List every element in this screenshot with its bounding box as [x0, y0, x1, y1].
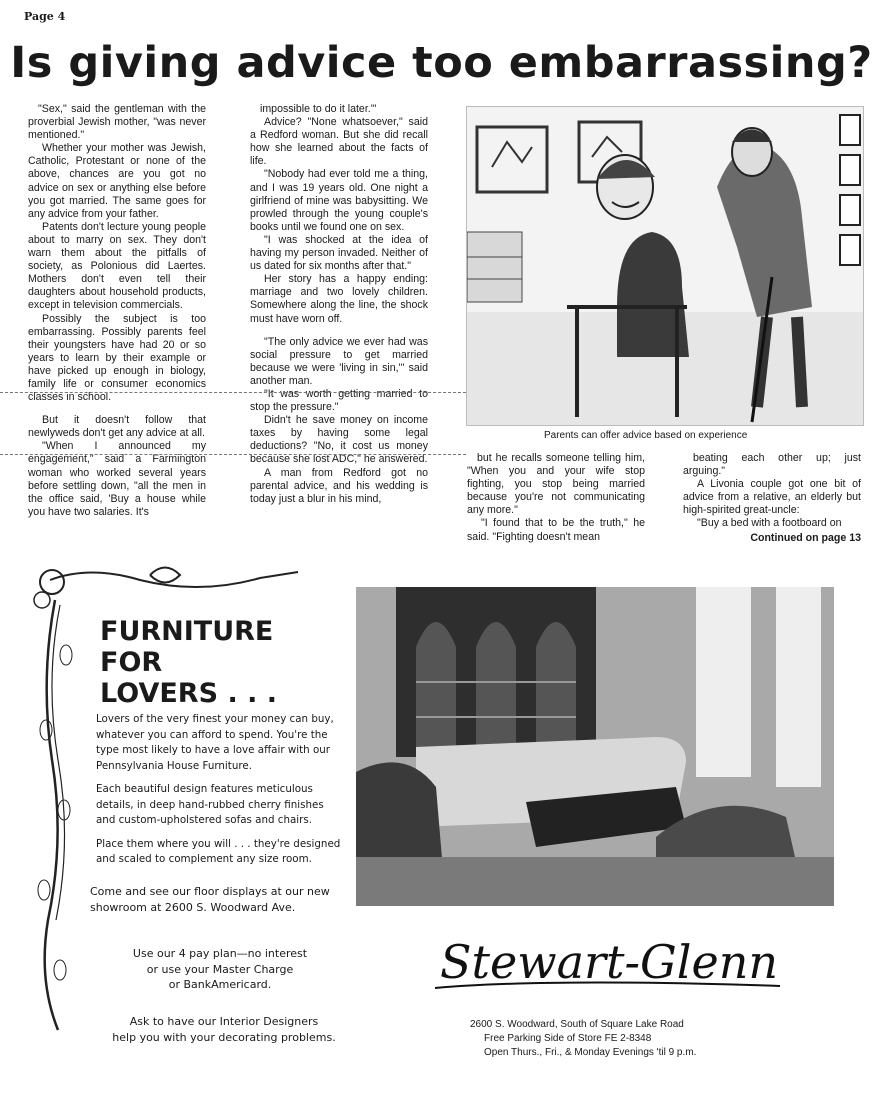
paragraph: Patents don't lecture young people about to marry on sex. They don't warn them about the pitfalls of society, as Polonious did Laertes. Mothers don't even tell their daughters about household products, except in television commercials.: [28, 220, 206, 312]
ad-title: FURNITURE FOR LOVERS . . .: [100, 616, 278, 709]
parents-sketch-icon: [467, 107, 863, 425]
article-column-2: [250, 103, 428, 506]
ad-designers: Ask to have our Interior Designers help you with your decorating problems.: [112, 1015, 336, 1044]
paragraph: "Buy a bed with a footboard on: [697, 517, 842, 530]
paragraph: "Nobody had ever told me a thing, and I was 19 years old. One night a girlfriend of mine was babysitting. We prowled through the young couple's books until we found one on sex.: [250, 168, 428, 233]
divider: [0, 454, 466, 455]
article-column-1: [28, 103, 206, 519]
article-column-3: [467, 452, 645, 544]
living-room-icon: [356, 587, 834, 906]
paragraph: but he recalls someone telling him, "When you and your wife stop fighting, you stop being married because you're not communicating any more.": [467, 452, 645, 517]
store-address: 2600 S. Woodward, South of Square Lake Road Free Parking Side of Store FE 2-8348 Open Thurs., Fri., & Monday Evenings 'til 9 p.m.: [470, 1019, 697, 1058]
paragraph: A Livonia couple got one bit of advice from a relative, an elderly but high-spirited great-uncle:: [683, 478, 861, 517]
paragraph: But it doesn't follow that newlyweds don't get any advice at all.: [28, 414, 206, 440]
headline: Is giving advice too embarrassing?: [10, 38, 873, 88]
paragraph: A man from Redford got no parental advice, and his wedding is today just a blur in his mind,: [250, 466, 428, 505]
paragraph: "I found that to be the truth," he said. "Fighting doesn't mean: [467, 517, 645, 543]
paragraph: Whether your mother was Jewish, Catholic, Protestant or none of the above, chances are you got no advice on sex or anything else before you got married. The same goes for any advice from your father.: [28, 142, 206, 220]
paragraph: "I was shocked at the idea of having my person invaded. Neither of us dated for six months after that.": [250, 233, 428, 273]
divider: [0, 392, 466, 393]
paragraph: "It was worth getting married to stop the pressure.": [250, 387, 428, 414]
furniture-photo: [356, 587, 834, 906]
ad-paragraph: Place them where you will . . . they're designed and scaled to complement any size room.: [96, 837, 341, 865]
paragraph: impossible to do it later.'": [260, 103, 377, 115]
paragraph: "When I announced my engagement," said a Farmington woman who worked several years before settling down, "all the men in the office said, 'Buy a house while you have two salaries. It's: [28, 440, 206, 518]
paragraph: Possibly the subject is too embarrassing. Possibly parents feel their youngsters have had 20 or so years to learn by their example or have picked up enough in biology, family life or consumer economics classes in school.: [28, 312, 206, 404]
ad-paragraph: Lovers of the very finest your money can buy, whatever you can afford to spend. You're the type most likely to have a love affair with our Pennsylvania House Furniture.: [96, 713, 334, 772]
paragraph: Didn't he save money on income taxes by having some legal deductions? "No, it cost us money because she lost ADC," he answered.: [250, 414, 428, 466]
svg-text:Stewart-Glenn: Stewart-Glenn: [440, 935, 778, 989]
paragraph: "The only advice we ever had was social pressure to get married because we were 'living in sin,'" said another man.: [250, 335, 428, 387]
ad-body: [96, 712, 342, 876]
article-column-4: [683, 452, 861, 545]
article-illustration: [466, 106, 864, 426]
illustration-caption: Parents can offer advice based on experience: [544, 430, 748, 441]
paragraph: beating each other up; just arguing.": [683, 452, 861, 478]
ad-showroom: Come and see our floor displays at our new showroom at 2600 S. Woodward Ave.: [90, 885, 330, 914]
ad-paragraph: Each beautiful design features meticulous details, in deep hand-rubbed cherry finishes and custom-upholstered sofas and chairs.: [96, 783, 324, 826]
paragraph: "Sex," said the gentleman with the proverbial Jewish mother, "was never mentioned.": [28, 103, 206, 142]
page-number: Page 4: [24, 10, 66, 23]
ad-payment: Use our 4 pay plan—no interest or use your Master Charge or BankAmericard.: [132, 947, 308, 991]
continued-label: Continued on page 13: [750, 531, 861, 544]
stewart-glenn-logo: [430, 930, 790, 1000]
paragraph: Her story has a happy ending: marriage and two lovely children. Somewhere along the line, the shock must have worn off.: [250, 273, 428, 325]
paragraph: Advice? "None whatsoever," said a Redford woman. But she did recall how she learned about the facts of life.: [250, 116, 428, 168]
